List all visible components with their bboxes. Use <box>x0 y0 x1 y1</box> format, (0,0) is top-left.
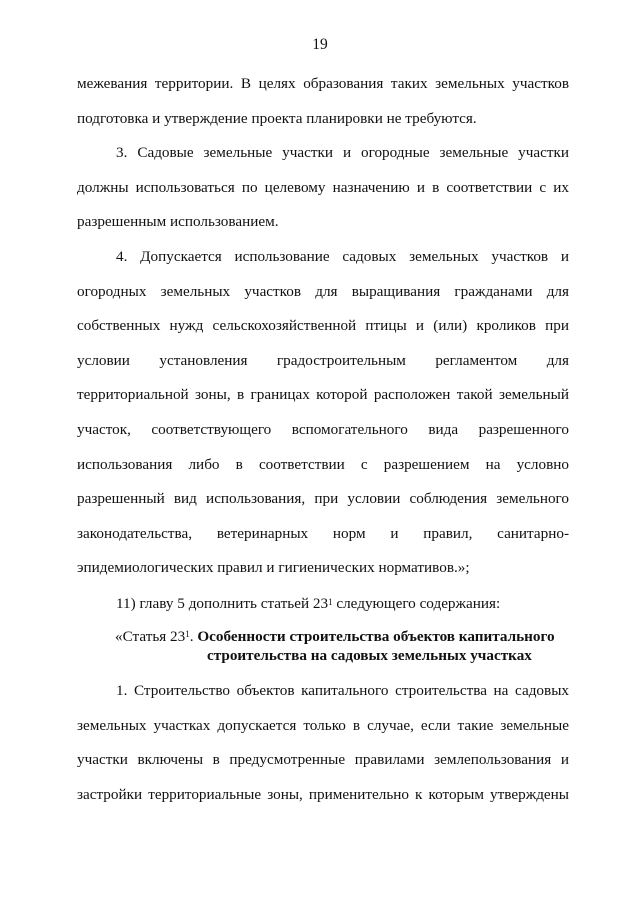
article-title-part-1: Особенности строительства объектов капитального <box>197 628 555 645</box>
article-title-part-2: строительства на садовых земельных участках <box>207 647 532 664</box>
superscript: 1 <box>185 629 190 639</box>
text-line: разрешенным использованием. <box>77 213 279 231</box>
text-line: огородных земельных участков для выращивания гражданами для <box>77 282 569 300</box>
article-heading <box>115 627 575 665</box>
text-line: участки включены в предусмотренные правилами землепользования и <box>77 751 569 769</box>
text-line: подготовка и утверждение проекта планировки не требуются. <box>77 109 477 127</box>
text-line: межевания территории. В целях образования таких земельных участков <box>77 75 569 92</box>
paragraph-item-3 <box>77 136 569 240</box>
text-line: должны использоваться по целевому назначению и в соответствии с их <box>77 178 569 196</box>
page-number: 19 <box>312 36 328 53</box>
text-line: условии установления градостроительным регламентом для <box>77 351 569 369</box>
text-line: разрешенный вид использования, при условии соблюдения земельного <box>77 490 569 508</box>
text-line: эпидемиологических правил и гигиенических нормативов.»; <box>77 559 470 577</box>
text-line: использования либо в соответствии с разрешением на условно <box>77 455 569 473</box>
superscript: 1 <box>328 597 333 607</box>
paragraph-item-4 <box>77 240 569 586</box>
paragraph-continuation <box>77 67 569 136</box>
item11-text: 11) главу 5 дополнить статьей 23 <box>116 595 329 612</box>
text-line: 4. Допускается использование садовых земельных участков и <box>116 248 569 265</box>
text-line: 1. Строительство объектов капитального строительства на садовых <box>116 682 569 699</box>
text-line: 3. Садовые земельные участки и огородные земельные участки <box>116 144 569 161</box>
article-heading-line-1 <box>115 627 575 646</box>
paragraph-item-11 <box>77 587 569 622</box>
text-line: территориальной зоны, в границах которой расположен такой земельный <box>77 386 569 404</box>
text-line: участок, соответствующего вспомогательного вида разрешенного <box>77 420 569 438</box>
text-line: законодательства, ветеринарных норм и правил, санитарно- <box>77 524 569 542</box>
text-line: собственных нужд сельскохозяйственной птицы и (или) кроликов при <box>77 317 569 335</box>
text-line <box>77 587 569 622</box>
article-label: «Статья 23 <box>115 628 186 645</box>
item11-text-end: следующего содержания: <box>332 595 501 612</box>
paragraph-article-1 <box>77 674 569 812</box>
article-label-dot: . <box>189 628 198 645</box>
text-line: застройки территориальные зоны, применительно к которым утверждены <box>77 785 569 803</box>
text-line: земельных участках допускается только в случае, если такие земельные <box>77 716 569 734</box>
